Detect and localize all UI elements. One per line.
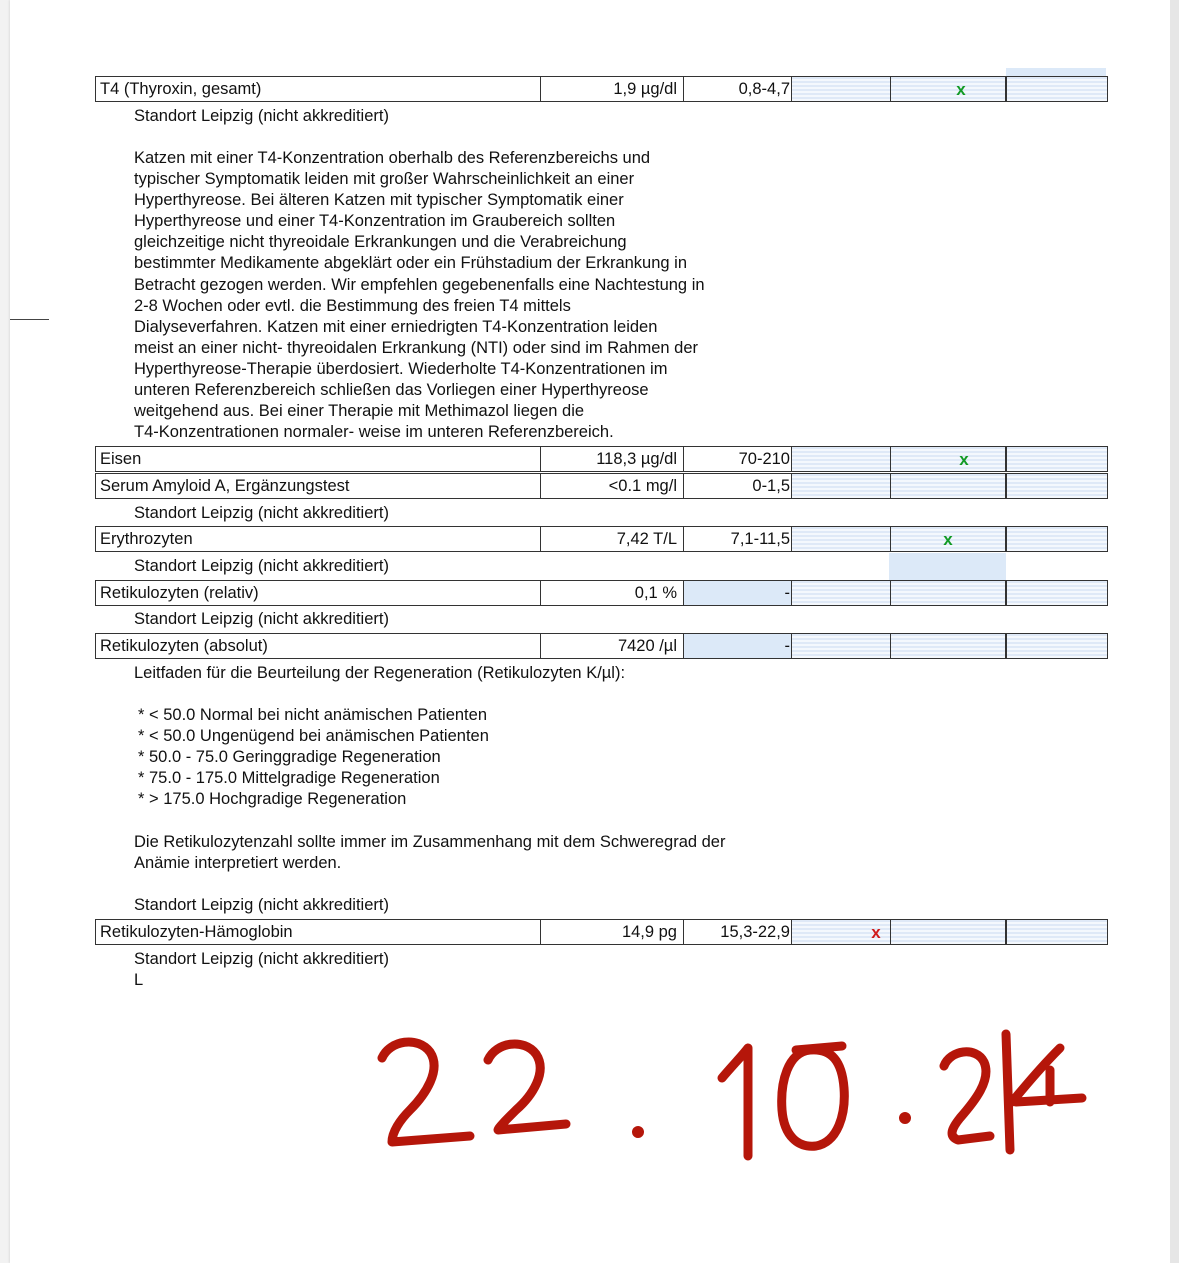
test-value: 14,9 pg (540, 919, 684, 945)
range-bar-high (1006, 580, 1108, 606)
range-bar-normal (890, 919, 1006, 945)
range-bar-high (1006, 919, 1108, 945)
t4-interpretation: Katzen mit einer T4-Konzentration oberhalb des Referenzbereichs und typischer Symptomatik leiden mit großer Wahrscheinlichkeit an einer Hyperthyreose. Bei älteren Katzen mit typischer Symptomatik einer Hyperthyreose und einer T4-Konzentration im Graubereich sollten gleichzeitige nicht thyreoidale Erkrankungen und die Verabreichung bestimmter Medikamente abgeklärt oder ein Frühstadium der Erkrankung in Betracht gezogen werden. Wir empfehlen gegebenenfalls eine Nachtestung in 2-8 Wochen oder evtl. die Bestimmung des freien T4 mittels Dialyseverfahren. Katzen mit einer erniedrigten T4-Konzentration leiden meist an einer nicht- thyreoidalen Erkrankung (NTI) oder sind im Rahmen der Hyperthyreose-Therapie überdosiert. Wiederholte T4-Konzentrationen im unteren Referenzbereich schließen das Vorliegen einer Hyperthyreose weitgehend aus. Bei einer Therapie mit Methimazol liegen die T4-Konzentrationen normaler- weise im unteren Referenzbereich. (134, 149, 705, 442)
location-note: Standort Leipzig (nicht akkreditiert) (134, 896, 389, 914)
test-name: Retikulozyten (relativ) (95, 580, 545, 606)
range-bar-high (1006, 473, 1108, 499)
retic-guide-title: Leitfaden für die Beurteilung der Regeneration (Retikulozyten K/µl): (134, 664, 626, 682)
result-mark: x (956, 80, 966, 99)
location-note: Standort Leipzig (nicht akkreditiert) (134, 610, 389, 628)
range-bar-low (791, 446, 891, 472)
table-row-serum-amyloid (95, 473, 1107, 499)
retic-guide-list: * < 50.0 Normal bei nicht anämischen Patienten * < 50.0 Ungenügend bei anämischen Patienten * 50.0 - 75.0 Geringgradige Regeneration * 75.0 - 175.0 Mittelgradige Regeneration * > 175.0 Hochgradige Regeneration (138, 706, 489, 809)
reference-range: 0-1,5 (683, 473, 793, 499)
test-name: Retikulozyten (absolut) (95, 633, 545, 659)
test-value: <0.1 mg/l (540, 473, 684, 499)
range-bar-low (791, 526, 891, 552)
range-bar-normal (890, 446, 1006, 472)
handwritten-date-signature (370, 1010, 1100, 1170)
table-row-erythrozyten (95, 526, 1107, 552)
test-name: Erythrozyten (95, 526, 545, 552)
test-value: 7,42 T/L (540, 526, 684, 552)
range-bar-high (1006, 633, 1108, 659)
location-note: Standort Leipzig (nicht akkreditiert) (134, 504, 389, 522)
test-name: Retikulozyten-Hämoglobin (95, 919, 545, 945)
location-note: Standort Leipzig (nicht akkreditiert) (134, 107, 389, 125)
result-mark: x (943, 530, 953, 549)
range-bar-normal (890, 580, 1006, 606)
range-bar-low (791, 76, 891, 102)
test-name: T4 (Thyroxin, gesamt) (95, 76, 545, 102)
table-row-eisen (95, 446, 1107, 472)
column-highlight (889, 553, 1006, 580)
range-bar-low (791, 473, 891, 499)
test-value: 7420 /µl (540, 633, 684, 659)
location-note: Standort Leipzig (nicht akkreditiert) (134, 950, 389, 968)
range-bar-high (1006, 526, 1108, 552)
range-bar-high (1006, 446, 1108, 472)
location-note: Standort Leipzig (nicht akkreditiert) (134, 557, 389, 575)
test-name: Eisen (95, 446, 545, 472)
table-row-retikulozyten-relativ (95, 580, 1107, 606)
range-bar-normal (890, 76, 1006, 102)
table-row-t4 (95, 76, 1107, 102)
reference-range: 70-210 (683, 446, 793, 472)
margin-tick (10, 319, 49, 320)
range-bar-normal (890, 473, 1006, 499)
result-mark: x (959, 450, 969, 469)
range-bar-high (1006, 76, 1108, 102)
range-bar-low (791, 580, 891, 606)
test-value: 118,3 µg/dl (540, 446, 684, 472)
reference-range: - (683, 580, 793, 606)
test-value: 0,1 % (540, 580, 684, 606)
reference-range: 7,1-11,5 (683, 526, 793, 552)
range-bar-low (791, 633, 891, 659)
page-shadow-left (0, 0, 10, 1263)
reference-range: - (683, 633, 793, 659)
trailing-letter: L (134, 971, 144, 989)
reference-range: 0,8-4,7 (683, 76, 793, 102)
reference-range: 15,3-22,9 (683, 919, 793, 945)
range-bar-normal (890, 526, 1006, 552)
range-bar-low (791, 919, 891, 945)
test-value: 1,9 µg/dl (540, 76, 684, 102)
column-highlight (1006, 68, 1106, 76)
range-bar-normal (890, 633, 1006, 659)
test-name: Serum Amyloid A, Ergänzungstest (95, 473, 545, 499)
table-row-retikulozyten-absolut (95, 633, 1107, 659)
result-mark: x (871, 923, 881, 942)
table-row-retikulozyten-haemoglobin (95, 919, 1107, 945)
page-shadow-right (1170, 0, 1179, 1263)
retic-note: Die Retikulozytenzahl sollte immer im Zusammenhang mit dem Schweregrad der Anämie interpretiert werden. (134, 833, 726, 873)
